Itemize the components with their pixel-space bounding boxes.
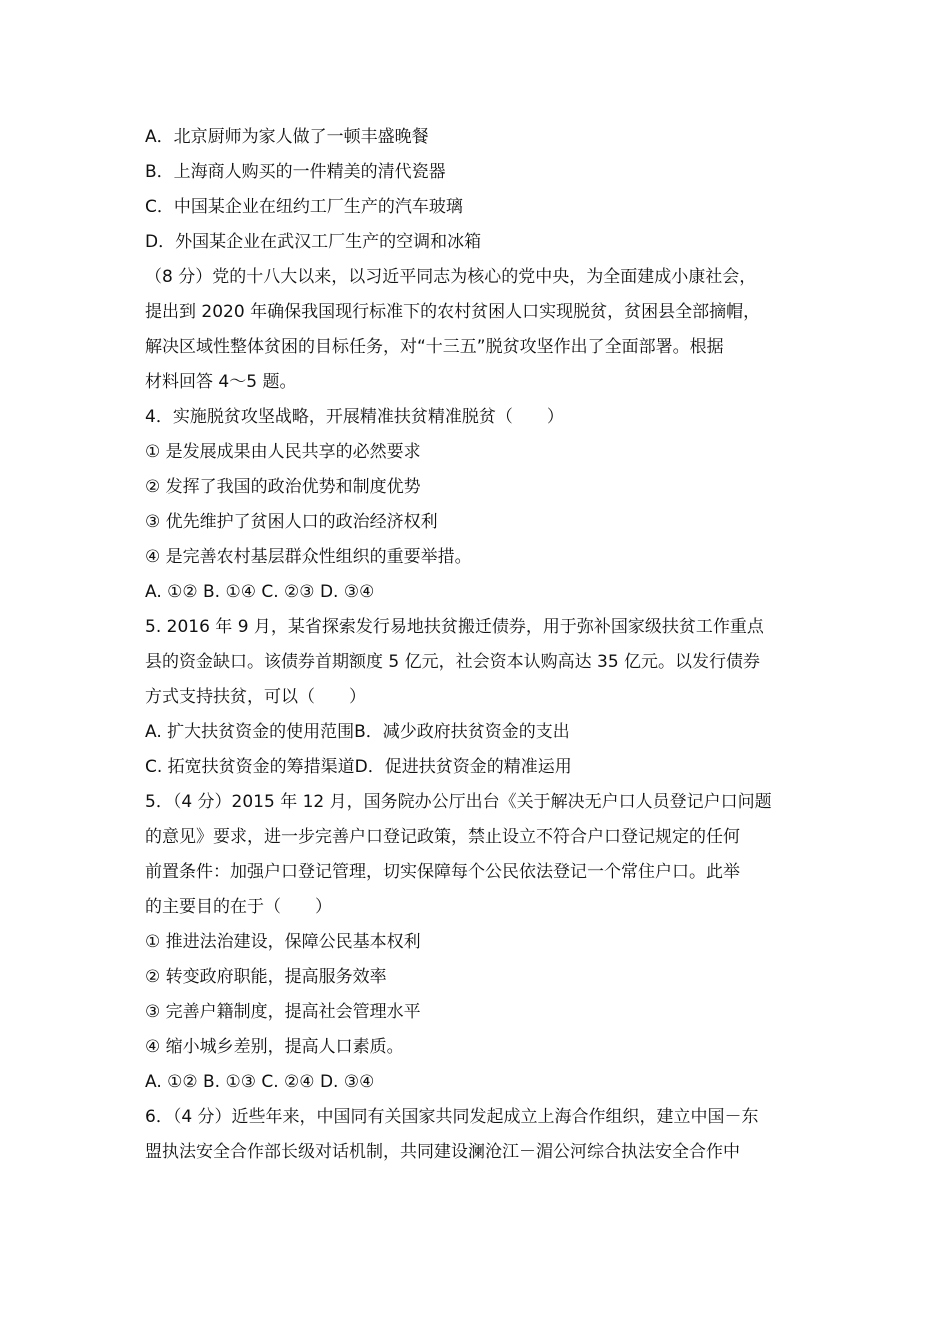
- question-5b-item-2: ② 转变政府职能，提高服务效率: [145, 967, 387, 987]
- question-4-options: A. ①② B. ①④ C. ②③ D. ③④: [145, 582, 375, 602]
- option-b-line: B．上海商人购买的一件精美的清代瓷器: [145, 162, 446, 182]
- question-4-item-4: ④ 是完善农村基层群众性组织的重要举措。: [145, 547, 472, 567]
- question-5b-item-1: ① 推进法治建设，保障公民基本权利: [145, 932, 421, 952]
- question-5-options-cd: C. 拓宽扶贫资金的筹措渠道D．促进扶贫资金的精准运用: [145, 757, 572, 777]
- question-5b-stem-line: 的意见》要求，进一步完善户口登记政策，禁止设立不符合户口登记规定的任何: [145, 827, 740, 847]
- question-5b-stem-line: 前置条件：加强户口登记管理，切实保障每个公民依法登记一个常住户口。此举: [145, 862, 740, 882]
- question-5-stem-line: 方式支持扶贫，可以（ ）: [145, 687, 366, 707]
- question-4-item-2: ② 发挥了我国的政治优势和制度优势: [145, 477, 421, 497]
- question-5-stem-line: 5. 2016 年 9 月，某省探索发行易地扶贫搬迁债券，用于弥补国家级扶贫工作重点: [145, 617, 764, 637]
- option-c-line: C．中国某企业在纽约工厂生产的汽车玻璃: [145, 197, 463, 217]
- question-5b-stem-line: 的主要目的在于（ ）: [145, 897, 332, 917]
- material-paragraph-line: 解决区域性整体贫困的目标任务，对“十三五”脱贫攻坚作出了全面部署。根据: [145, 337, 724, 357]
- option-d-line: D．外国某企业在武汉工厂生产的空调和冰箱: [145, 232, 482, 252]
- question-4-item-3: ③ 优先维护了贫困人口的政治经济权利: [145, 512, 438, 532]
- question-5-options-ab: A. 扩大扶贫资金的使用范围B．减少政府扶贫资金的支出: [145, 722, 570, 742]
- material-paragraph-line: 材料回答 4～5 题。: [145, 372, 297, 392]
- question-5-stem-line: 县的资金缺口。该债券首期额度 5 亿元，社会资本认购高达 35 亿元。以发行债券: [145, 652, 761, 672]
- question-4-stem: 4．实施脱贫攻坚战略，开展精准扶贫精准脱贫（ ）: [145, 407, 564, 427]
- question-5b-item-4: ④ 缩小城乡差别，提高人口素质。: [145, 1037, 404, 1057]
- document-body: [145, 120, 810, 1170]
- question-4-item-1: ① 是发展成果由人民共享的必然要求: [145, 442, 421, 462]
- question-5b-item-3: ③ 完善户籍制度，提高社会管理水平: [145, 1002, 421, 1022]
- question-5b-stem-line: 5．（4 分）2015 年 12 月，国务院办公厅出台《关于解决无户口人员登记户口问题: [145, 792, 772, 812]
- material-paragraph-line: （8 分）党的十八大以来，以习近平同志为核心的党中央，为全面建成小康社会，: [145, 267, 757, 287]
- material-paragraph-line: 提出到 2020 年确保我国现行标准下的农村贫困人口实现脱贫，贫困县全部摘帽，: [145, 302, 761, 322]
- question-6-stem-line: 盟执法安全合作部长级对话机制，共同建设澜沧江－湄公河综合执法安全合作中: [145, 1142, 740, 1162]
- option-a-line: A．北京厨师为家人做了一顿丰盛晚餐: [145, 127, 429, 147]
- question-5b-options: A. ①② B. ①③ C. ②④ D. ③④: [145, 1072, 375, 1092]
- question-6-stem-line: 6．（4 分）近些年来，中国同有关国家共同发起成立上海合作组织，建立中国－东: [145, 1107, 759, 1127]
